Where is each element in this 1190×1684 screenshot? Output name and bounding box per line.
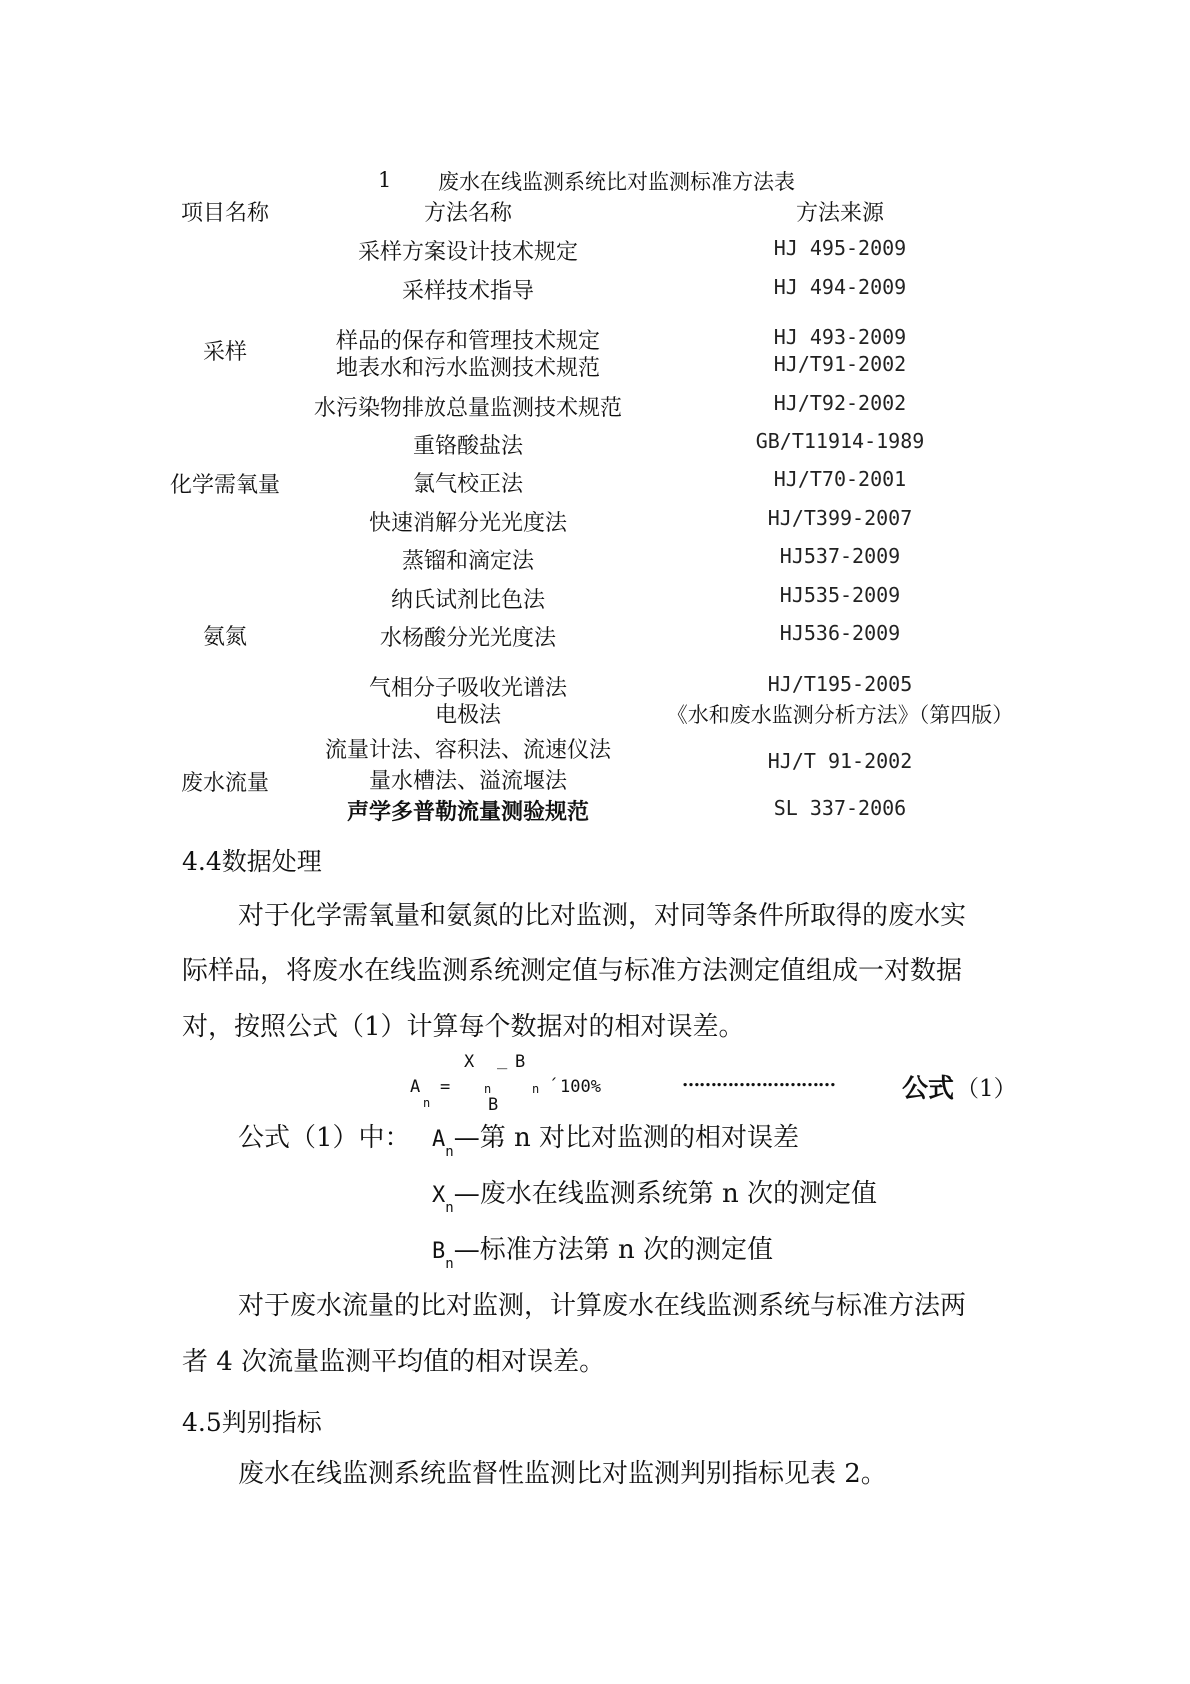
formula-denominator: B <box>488 1095 499 1115</box>
category-sampling: 采样 <box>202 340 247 365</box>
table-cell-source: HJ536-2009 <box>779 621 901 645</box>
table-cell-method: 水污染物排放总量监测技术规范 <box>313 396 622 421</box>
formula-label-number: （1） <box>956 1076 1017 1102</box>
formula-legend-row <box>432 1110 799 1170</box>
table-cell-source: HJ/T92-2002 <box>773 391 907 415</box>
category-cod: 化学需氧量 <box>169 473 280 498</box>
formula-lhs-sub: n <box>423 1096 431 1110</box>
legend-symbol-sub: n <box>445 1200 454 1216</box>
table-cell-method: 气相分子吸收光谱法 <box>368 676 567 701</box>
paragraph-line: 对于化学需氧量和氨氮的比对监测，对同等条件所取得的废水实 <box>238 901 967 931</box>
formula-lhs: A <box>410 1077 421 1097</box>
formula-legend-row <box>432 1166 877 1226</box>
paragraph-line: 际样品，将废水在线监测系统测定值与标准方法测定值组成一对数据 <box>182 956 963 986</box>
legend-text: —废水在线监测系统第 n 次的测定值 <box>453 1179 877 1209</box>
formula-times: ´ <box>548 1076 559 1096</box>
table-header-method: 方法名称 <box>423 201 512 226</box>
table-cell-method: 地表水和污水监测技术规范 <box>335 356 600 381</box>
paragraph-line: 废水在线监测系统监督性监测比对监测判别指标见表 2。 <box>238 1459 887 1489</box>
table-cell-source: HJ535-2009 <box>779 583 901 607</box>
table-cell-source: HJ 493-2009 <box>773 325 907 349</box>
table-cell-method: 样品的保存和管理技术规定 <box>335 329 600 354</box>
table-cell-method: 纳氏试剂比色法 <box>390 588 545 613</box>
table-cell-method: 采样技术指导 <box>401 279 534 304</box>
formula-percent: 100% <box>560 1077 601 1097</box>
legend-symbol-sub: n <box>445 1256 454 1272</box>
table-cell-source: HJ/T 91-2002 <box>767 749 913 773</box>
table-cell-source: HJ/T70-2001 <box>773 467 907 491</box>
formula-legend-row <box>432 1222 773 1282</box>
formula-numerator-b: B <box>515 1052 526 1072</box>
table-cell-method: 快速消解分光光度法 <box>368 511 567 536</box>
formula-label: 公式 <box>902 1074 955 1104</box>
category-flow: 废水流量 <box>180 771 269 796</box>
table-cell-method: 采样方案设计技术规定 <box>357 240 578 265</box>
table-cell-source: HJ/T195-2005 <box>767 672 913 696</box>
table-caption-title: 废水在线监测系统比对监测标准方法表 <box>438 170 795 194</box>
table-cell-source: HJ537-2009 <box>779 544 901 568</box>
table-cell-method: 水杨酸分光光度法 <box>379 626 556 651</box>
table-cell-source: GB/T11914-1989 <box>755 429 925 453</box>
formula-legend-intro: 公式（1）中： <box>238 1123 411 1153</box>
table-cell-source: HJ/T91-2002 <box>773 352 907 376</box>
legend-symbol-sub: n <box>445 1144 454 1160</box>
table-caption-number: 1 <box>378 168 392 192</box>
table-cell-method: 量水槽法、溢流堰法 <box>368 769 567 794</box>
paragraph-line: 者 4 次流量监测平均值的相对误差。 <box>182 1347 606 1377</box>
formula-numerator-x: X <box>464 1052 475 1072</box>
section-heading-4-5: 4.5判别指标 <box>182 1408 322 1437</box>
table-cell-method: 蒸镏和滴定法 <box>401 549 534 574</box>
table-header-source: 方法来源 <box>795 201 884 226</box>
legend-symbol: X <box>432 1183 446 1208</box>
table-cell-method: 声学多普勒流量测验规范 <box>346 799 589 825</box>
table-cell-method: 电极法 <box>434 703 501 728</box>
table-cell-method: 流量计法、容积法、流速仪法 <box>324 738 611 763</box>
formula-minus: _ <box>497 1050 508 1070</box>
formula-numerator-x-sub: n <box>484 1082 492 1096</box>
formula-numerator-b-sub: n <box>532 1082 540 1096</box>
table-cell-method: 重铬酸盐法 <box>412 434 523 459</box>
table-cell-method: 氯气校正法 <box>412 472 523 497</box>
paragraph-line: 对，按照公式（1）计算每个数据对的相对误差。 <box>182 1012 745 1042</box>
table-cell-source: HJ 495-2009 <box>773 236 907 260</box>
formula-equals: = <box>440 1077 451 1097</box>
table-cell-source: SL 337-2006 <box>773 796 907 820</box>
legend-symbol: B <box>432 1239 446 1264</box>
legend-text: —标准方法第 n 次的测定值 <box>453 1235 773 1265</box>
legend-symbol: A <box>432 1127 446 1152</box>
formula-leader-dots: ……………………… <box>682 1070 835 1091</box>
legend-text: —第 n 对比对监测的相对误差 <box>453 1123 799 1153</box>
table-cell-source: HJ 494-2009 <box>773 275 907 299</box>
table-header-item: 项目名称 <box>180 201 269 226</box>
section-heading-4-4: 4.4数据处理 <box>182 847 322 876</box>
table-cell-source: 《水和废水监测分析方法》（第四版） <box>666 703 1014 727</box>
table-cell-source: HJ/T399-2007 <box>767 506 913 530</box>
paragraph-line: 对于废水流量的比对监测，计算废水在线监测系统与标准方法两 <box>238 1291 967 1321</box>
category-ammonia: 氨氮 <box>202 625 247 650</box>
